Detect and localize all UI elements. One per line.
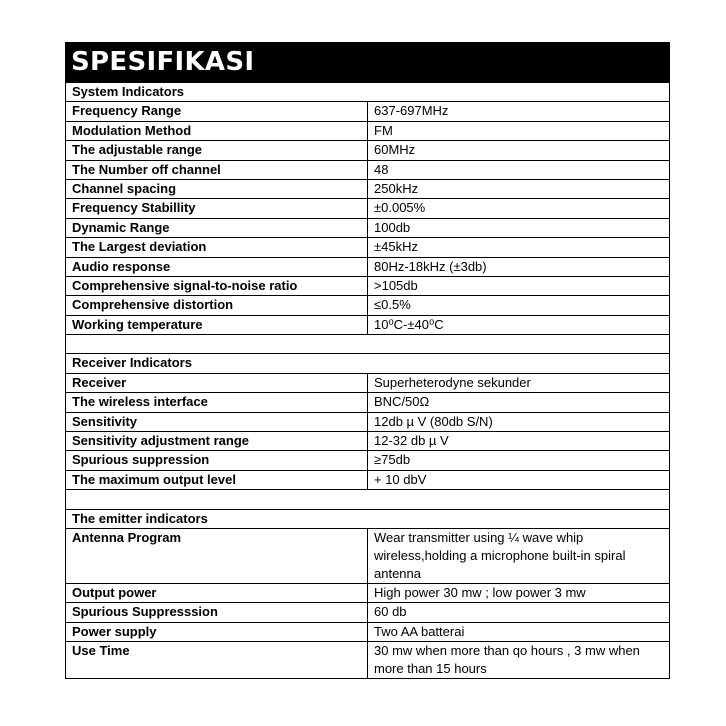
spec-value: ≥75db xyxy=(368,451,670,470)
spec-value: Wear transmitter using ¼ wave whip wireless,holding a microphone built-in spiral antenna xyxy=(368,528,670,583)
spec-value: BNC/50Ω xyxy=(368,393,670,412)
table-row xyxy=(66,102,670,121)
spec-value: >105db xyxy=(368,276,670,295)
table-row xyxy=(66,199,670,218)
spec-label: Sensitivity adjustment range xyxy=(66,432,368,451)
spec-label: Output power xyxy=(66,583,368,602)
spacer-cell xyxy=(66,335,670,354)
spec-label: Dynamic Range xyxy=(66,218,368,237)
spec-label: Power supply xyxy=(66,622,368,641)
spec-value: + 10 dbV xyxy=(368,470,670,489)
spec-value: 637-697MHz xyxy=(368,102,670,121)
spec-value: Superheterodyne sekunder xyxy=(368,373,670,392)
spec-label: Comprehensive signal-to-noise ratio xyxy=(66,276,368,295)
table-row xyxy=(66,257,670,276)
spec-label: Antenna Program xyxy=(66,528,368,583)
section-header-row xyxy=(66,354,670,373)
section-header-row xyxy=(66,509,670,528)
table-row xyxy=(66,179,670,198)
spacer-row xyxy=(66,490,670,509)
table-row xyxy=(66,218,670,237)
spec-value: ±0.005% xyxy=(368,199,670,218)
spec-label: Audio response xyxy=(66,257,368,276)
spec-value: FM xyxy=(368,121,670,140)
spec-label: The Largest deviation xyxy=(66,238,368,257)
spec-value: 10⁰C-±40⁰C xyxy=(368,315,670,334)
spec-label: Modulation Method xyxy=(66,121,368,140)
section-header: The emitter indicators xyxy=(66,509,670,528)
table-row xyxy=(66,470,670,489)
spec-value: 100db xyxy=(368,218,670,237)
table-row xyxy=(66,373,670,392)
spec-label: Channel spacing xyxy=(66,179,368,198)
table-row xyxy=(66,160,670,179)
table-row xyxy=(66,528,670,583)
spec-value: 80Hz-18kHz (±3db) xyxy=(368,257,670,276)
spec-value: 12db µ V (80db S/N) xyxy=(368,412,670,431)
spec-value: ≤0.5% xyxy=(368,296,670,315)
table-row xyxy=(66,238,670,257)
page-title: SPESIFIKASI xyxy=(71,47,255,77)
title-bar xyxy=(65,42,670,82)
table-row xyxy=(66,121,670,140)
spec-label: The adjustable range xyxy=(66,141,368,160)
section-header: System Indicators xyxy=(66,83,670,102)
table-row xyxy=(66,583,670,602)
spec-value: 48 xyxy=(368,160,670,179)
section-header: Receiver Indicators xyxy=(66,354,670,373)
spacer-row xyxy=(66,335,670,354)
table-row xyxy=(66,315,670,334)
spec-label: The maximum output level xyxy=(66,470,368,489)
table-row xyxy=(66,622,670,641)
table-row xyxy=(66,141,670,160)
spec-label: Spurious suppression xyxy=(66,451,368,470)
spec-label: Frequency Range xyxy=(66,102,368,121)
spec-value: 60 db xyxy=(368,603,670,622)
spec-label: Use Time xyxy=(66,642,368,679)
spec-label: Spurious Suppresssion xyxy=(66,603,368,622)
table-row xyxy=(66,412,670,431)
spacer-cell xyxy=(66,490,670,509)
spec-value: 30 mw when more than qo hours , 3 mw when more than 15 hours xyxy=(368,642,670,679)
spec-value: ±45kHz xyxy=(368,238,670,257)
spec-table xyxy=(65,82,670,679)
spec-label: Frequency Stabillity xyxy=(66,199,368,218)
spec-value: 12-32 db µ V xyxy=(368,432,670,451)
section-header-row xyxy=(66,83,670,102)
spec-label: Receiver xyxy=(66,373,368,392)
spec-label: Sensitivity xyxy=(66,412,368,431)
table-row xyxy=(66,393,670,412)
table-row xyxy=(66,451,670,470)
spec-label: Working temperature xyxy=(66,315,368,334)
table-row xyxy=(66,432,670,451)
spec-value: High power 30 mw ; low power 3 mw xyxy=(368,583,670,602)
spec-label: The Number off channel xyxy=(66,160,368,179)
spec-sheet xyxy=(65,42,670,679)
table-row xyxy=(66,296,670,315)
spec-value: 250kHz xyxy=(368,179,670,198)
table-row xyxy=(66,642,670,679)
spec-value: 60MHz xyxy=(368,141,670,160)
spec-label: The wireless interface xyxy=(66,393,368,412)
spec-label: Comprehensive distortion xyxy=(66,296,368,315)
table-row xyxy=(66,603,670,622)
table-row xyxy=(66,276,670,295)
spec-value: Two AA batterai xyxy=(368,622,670,641)
